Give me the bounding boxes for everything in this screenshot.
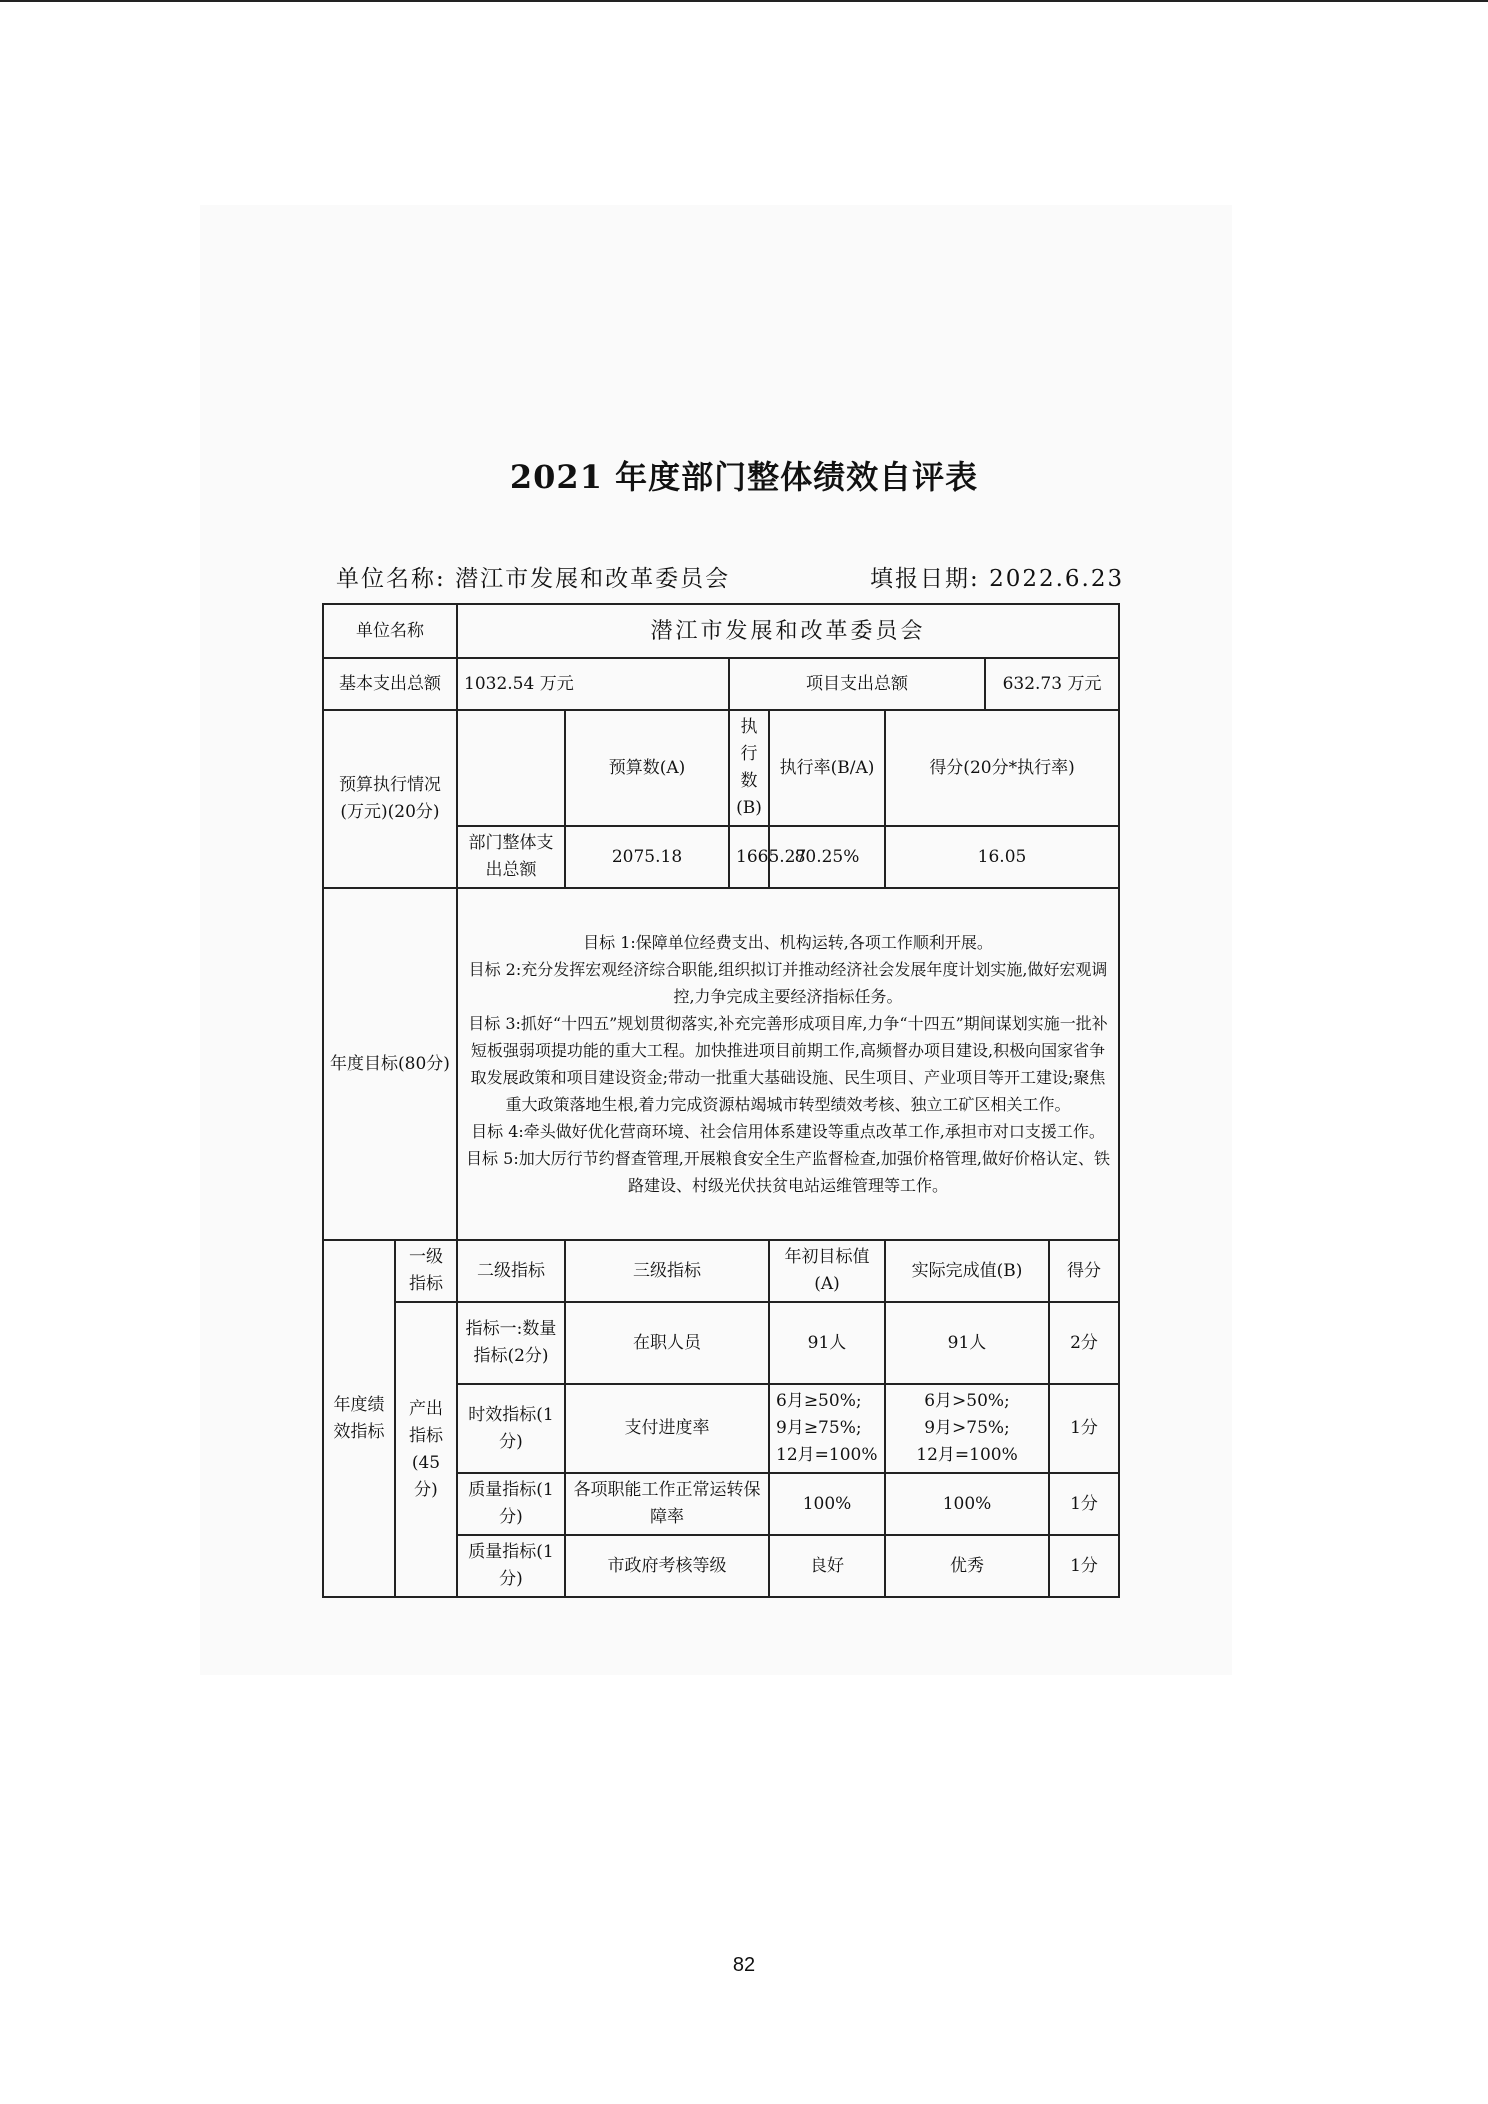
date-info bbox=[870, 560, 1124, 593]
budget-col-executed: 执行数(B) bbox=[729, 710, 769, 826]
budget-col-rate: 执行率(B/A) bbox=[769, 710, 885, 826]
indicators-section-label: 年度绩效指标 bbox=[323, 1240, 395, 1597]
indicator-header-score: 得分 bbox=[1049, 1240, 1119, 1302]
goal-item: 目标 5:加大厉行节约督查管理,开展粮食安全生产监督检查,加强价格管理,做好价格认定、铁路建设、村级光伏扶贫电站运维管理等工作。 bbox=[466, 1149, 1110, 1195]
date-value: 2022.6.23 bbox=[989, 566, 1125, 592]
indicator-level3: 市政府考核等级 bbox=[565, 1535, 769, 1597]
indicator-level2: 指标一:数量指标(2分) bbox=[457, 1302, 565, 1384]
performance-table bbox=[322, 603, 1120, 1598]
target-line: 9月≥75%; bbox=[776, 1418, 862, 1438]
actual-line: 6月>50%; bbox=[924, 1391, 1010, 1411]
budget-row-name: 部门整体支出总额 bbox=[457, 826, 565, 888]
budget-row-label: 预算执行情况(万元)(20分) bbox=[323, 710, 457, 888]
goal-item: 目标 4:牵头做好优化营商环境、社会信用体系建设等重点改革工作,承担市对口支援工作。 bbox=[471, 1122, 1105, 1141]
unit-value: 潜江市发展和改革委员会 bbox=[455, 566, 731, 592]
indicator-score: 2分 bbox=[1049, 1302, 1119, 1384]
basic-expense-value: 1032.54 万元 bbox=[457, 658, 729, 710]
unit-name-value: 潜江市发展和改革委员会 bbox=[457, 604, 1119, 658]
indicator-level3: 支付进度率 bbox=[565, 1384, 769, 1473]
annual-goals-text bbox=[457, 888, 1119, 1240]
project-expense-value: 632.73 万元 bbox=[985, 658, 1119, 710]
indicator-actual: 100% bbox=[885, 1473, 1049, 1535]
date-label: 填报日期: bbox=[870, 566, 980, 592]
indicator-actual bbox=[885, 1384, 1049, 1473]
execution-rate-value: 80.25% bbox=[769, 826, 885, 888]
indicator-actual: 优秀 bbox=[885, 1535, 1049, 1597]
indicator-header-level2: 二级指标 bbox=[457, 1240, 565, 1302]
indicator-score: 1分 bbox=[1049, 1384, 1119, 1473]
indicator-header-target: 年初目标值(A) bbox=[769, 1240, 885, 1302]
indicator-level1-output: 产出指标(45分) bbox=[395, 1302, 457, 1597]
indicator-header-level3: 三级指标 bbox=[565, 1240, 769, 1302]
indicator-target: 良好 bbox=[769, 1535, 885, 1597]
actual-line: 9月>75%; bbox=[924, 1418, 1010, 1438]
goal-item: 目标 3:抓好“十四五”规划贯彻落实,补充完善形成项目库,力争“十四五”期间谋划实施一批补短板强弱项提功能的重大工程。加快推进项目前期工作,高频督办项目建设,积极向国家省争取发展政策和项目建设资金;带动一批重大基础设施、民生项目、产业项目等开工建设;聚焦重大政策落地生根,着力完成资源枯竭城市转型绩效考核、独立工矿区相关工作。 bbox=[468, 1014, 1108, 1114]
target-line: 12月=100% bbox=[776, 1445, 878, 1465]
project-expense-label: 项目支出总额 bbox=[729, 658, 985, 710]
top-border-line bbox=[0, 0, 1488, 2]
indicator-target: 100% bbox=[769, 1473, 885, 1535]
basic-expense-label: 基本支出总额 bbox=[323, 658, 457, 710]
unit-label: 单位名称: bbox=[336, 566, 446, 592]
indicator-level3: 在职人员 bbox=[565, 1302, 769, 1384]
budget-value: 2075.18 bbox=[565, 826, 729, 888]
goal-item: 目标 2:充分发挥宏观经济综合职能,组织拟订并推动经济社会发展年度计划实施,做好宏观调控,力争完成主要经济指标任务。 bbox=[468, 960, 1108, 1006]
budget-col-budget: 预算数(A) bbox=[565, 710, 729, 826]
unit-info bbox=[336, 560, 730, 593]
indicator-level2: 质量指标(1分) bbox=[457, 1473, 565, 1535]
budget-header-blank bbox=[457, 710, 565, 826]
indicator-header-actual: 实际完成值(B) bbox=[885, 1240, 1049, 1302]
actual-line: 12月=100% bbox=[916, 1445, 1018, 1465]
indicator-target bbox=[769, 1384, 885, 1473]
indicator-score: 1分 bbox=[1049, 1473, 1119, 1535]
budget-col-score: 得分(20分*执行率) bbox=[885, 710, 1119, 826]
target-line: 6月≥50%; bbox=[776, 1391, 862, 1411]
indicator-level2: 质量指标(1分) bbox=[457, 1535, 565, 1597]
unit-name-label: 单位名称 bbox=[323, 604, 457, 658]
goal-item: 目标 1:保障单位经费支出、机构运转,各项工作顺利开展。 bbox=[583, 933, 993, 952]
indicator-level2: 时效指标(1分) bbox=[457, 1384, 565, 1473]
executed-value: 1665.27 bbox=[729, 826, 769, 888]
indicator-target: 91人 bbox=[769, 1302, 885, 1384]
indicator-header-level1: 一级指标 bbox=[395, 1240, 457, 1302]
indicator-score: 1分 bbox=[1049, 1535, 1119, 1597]
indicator-actual: 91人 bbox=[885, 1302, 1049, 1384]
budget-score-value: 16.05 bbox=[885, 826, 1119, 888]
page-number: 82 bbox=[732, 1954, 756, 1976]
indicator-level3: 各项职能工作正常运转保障率 bbox=[565, 1473, 769, 1535]
annual-goals-label: 年度目标(80分) bbox=[323, 888, 457, 1240]
page-title: 2021 年度部门整体绩效自评表 bbox=[509, 458, 979, 496]
